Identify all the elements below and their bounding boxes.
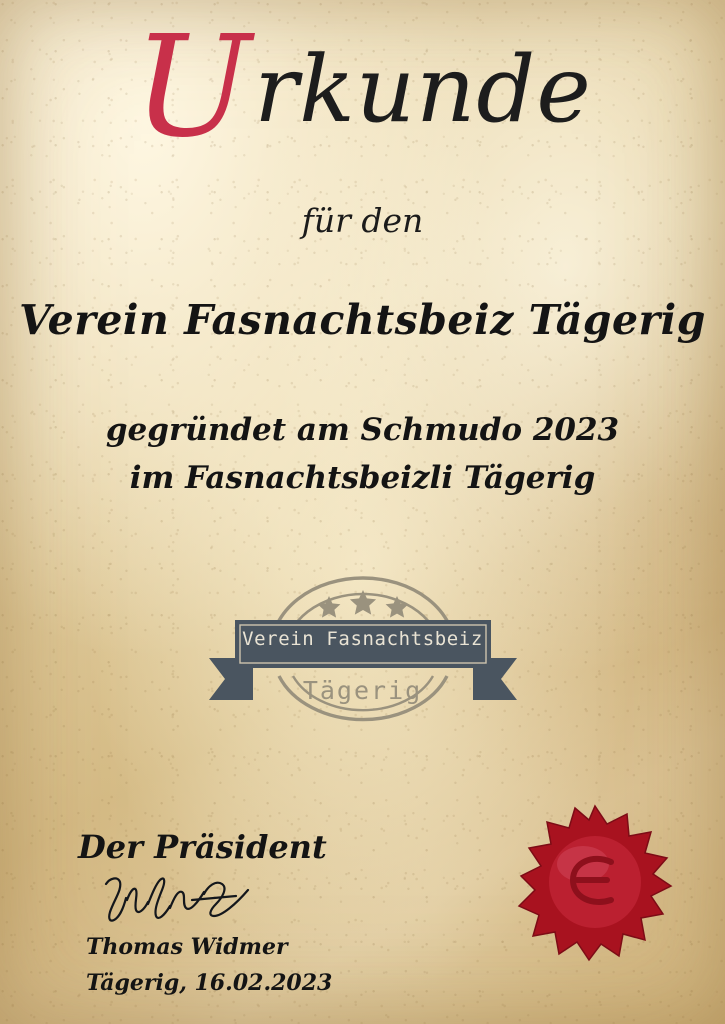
signature-role: Der Präsident: [78, 828, 327, 866]
club-logo: [183, 558, 543, 758]
title-drop-cap: U: [133, 6, 253, 169]
logo-banner-text: Verein Fasnachtsbeiz: [242, 627, 483, 650]
founding-line-2: im Fasnachtsbeizli Tägerig: [129, 459, 596, 496]
logo-sub-text: Tägerig: [302, 675, 423, 705]
logo-stars: [317, 590, 408, 618]
title-remainder: rkunde: [254, 36, 592, 143]
recipient-name: Verein Fasnachtsbeiz Tägerig: [19, 295, 706, 344]
founding-line-1: gegründet am Schmudo 2023: [105, 411, 620, 448]
page-title: [0, 0, 725, 169]
wax-seal-icon: [515, 802, 675, 962]
handwritten-signature: [96, 870, 286, 932]
club-logo-graphic: [183, 558, 543, 758]
signatory-name: Thomas Widmer: [86, 934, 288, 960]
founding-info: [0, 406, 725, 502]
signature-place-date: Tägerig, 16.02.2023: [86, 970, 333, 996]
signature-block: [78, 828, 332, 996]
subtitle: für den: [301, 200, 424, 240]
